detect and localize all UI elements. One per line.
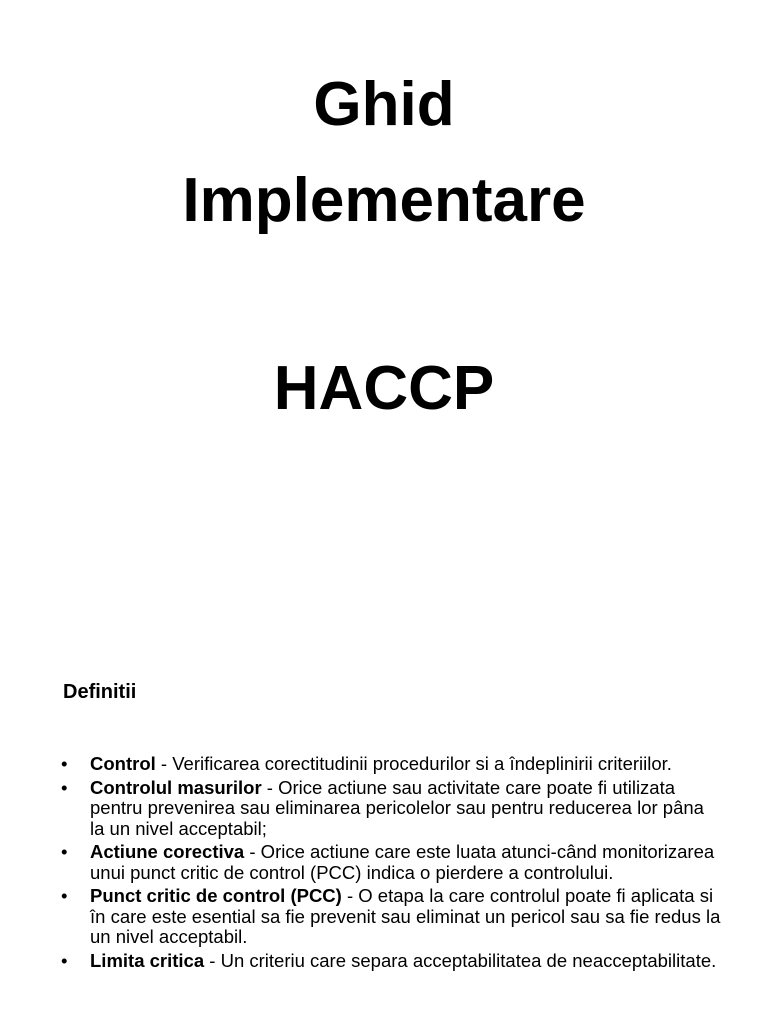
definition-text: - Verificarea corectitudinii procedurilor si a îndeplinirii criteriilor. [155, 753, 672, 774]
bullet-icon: • [61, 776, 68, 798]
title-line-2: Implementare [182, 166, 586, 235]
definition-item-limita-critica [61, 951, 721, 972]
definition-item-actiune-corectiva [61, 842, 721, 883]
definition-text: - Orice actiune sau activitate care poate fi utilizata pentru prevenirea sau eliminarea pericolelor sau pentru reducerea lor pâna la un nivel acceptabil; [90, 776, 704, 839]
bullet-icon: • [61, 841, 68, 862]
document-title [0, 70, 768, 423]
definition-term: Controlul masurilor [90, 776, 262, 798]
title-line-1: Ghid [313, 70, 455, 139]
definition-term: Punct critic de control (PCC) [90, 885, 342, 906]
definition-item-pcc [61, 886, 721, 948]
section-heading: Definitii [63, 681, 137, 703]
definition-term: Actiune corectiva [90, 841, 245, 862]
definition-item-control [61, 754, 721, 775]
definition-text: - Orice actiune care este luata atunci-când monitorizarea unui punct critic de control (PCC) indica o pierdere a controlului. [90, 841, 715, 883]
bullet-icon: • [61, 885, 68, 906]
definition-term: Limita critica [90, 949, 205, 971]
definitions-list [61, 754, 721, 974]
bullet-icon: • [61, 753, 68, 774]
definition-text: - Un criteriu care separa acceptabilitatea de neacceptabilitate. [204, 949, 717, 971]
title-line-3: HACCP [273, 354, 495, 423]
definition-item-controlul-masurilor [61, 778, 721, 840]
bullet-icon: • [61, 949, 68, 971]
definition-text: - O etapa la care controlul poate fi aplicata si în care este esential sa fie prevenit sau eliminat un pericol sau sa fie redus la un nivel acceptabil. [90, 885, 721, 947]
definition-term: Control [90, 753, 156, 774]
